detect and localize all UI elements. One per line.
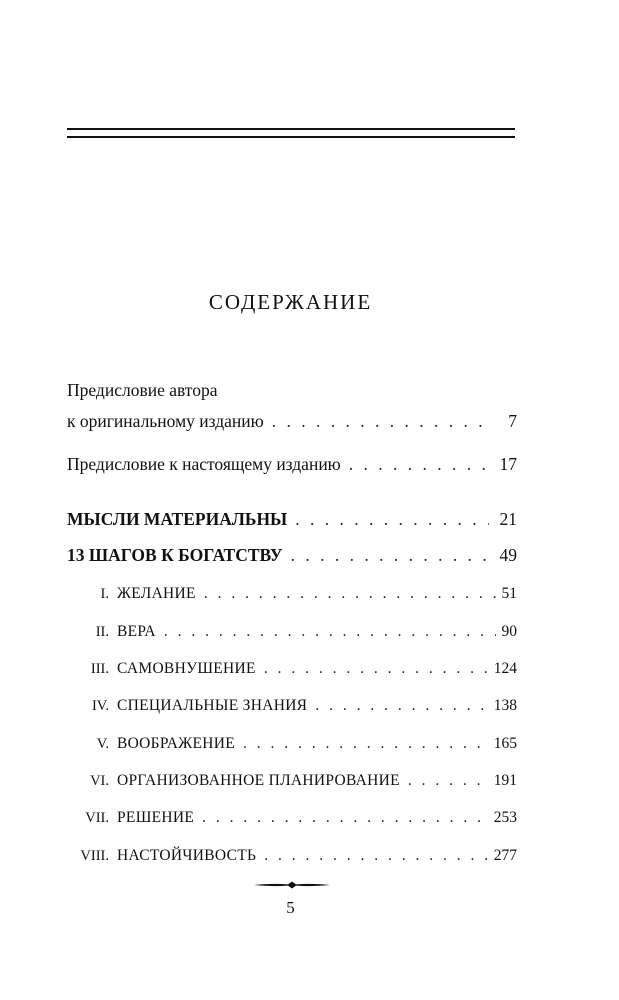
page-number: 5 [286, 898, 295, 917]
toc-page-number: 51 [501, 585, 517, 602]
toc-chapter-6[interactable] [67, 772, 517, 790]
header-rule-top [67, 128, 515, 130]
toc-page-number: 7 [508, 411, 517, 431]
chapter-title: ВЕРА [117, 623, 156, 640]
toc-entry-text: Предисловие к настоящему изданию [67, 454, 341, 474]
chapter-title: ОРГАНИЗОВАННОЕ ПЛАНИРОВАНИЕ [117, 772, 400, 789]
toc-chapter-1[interactable] [67, 585, 517, 603]
chapter-title: ЖЕЛАНИЕ [117, 585, 196, 602]
chapter-number: VII. [85, 810, 109, 826]
dot-leader [349, 454, 489, 475]
toc-page-number: 138 [493, 697, 517, 714]
toc-page-number: 90 [501, 623, 517, 640]
toc-entry-text: 13 ШАГОВ К БОГАТСТВУ [67, 545, 283, 565]
toc-chapter-5[interactable] [67, 735, 517, 753]
toc-entry-text: к оригинальному изданию [67, 411, 264, 431]
dot-leader [291, 545, 489, 566]
toc-chapter-8[interactable] [67, 847, 517, 865]
chapter-title: СПЕЦИАЛЬНЫЕ ЗНАНИЯ [117, 697, 308, 714]
toc-chapter-4[interactable] [67, 697, 517, 715]
toc-page-number: 277 [493, 847, 517, 864]
toc-page-number: 21 [499, 509, 517, 529]
toc-page-number: 17 [499, 454, 517, 474]
chapter-title: САМОВНУШЕНИЕ [117, 660, 256, 677]
toc-chapter-2[interactable] [67, 623, 517, 641]
dot-leader [204, 585, 496, 603]
chapter-number: V. [96, 736, 109, 752]
dot-leader [264, 847, 488, 865]
dot-leader [295, 509, 489, 530]
toc-entry-current-preface[interactable] [67, 454, 517, 475]
toc-entry-part-1[interactable] [67, 509, 517, 530]
toc-entry-part-2[interactable] [67, 545, 517, 566]
toc-page-number: 124 [493, 660, 517, 677]
toc-entry-text: МЫСЛИ МАТЕРИАЛЬНЫ [67, 509, 288, 529]
toc-entry-author-preface[interactable] [67, 411, 517, 432]
dot-leader [408, 772, 488, 790]
dot-leader [164, 623, 496, 641]
toc-page-number: 191 [493, 772, 517, 789]
dot-leader [202, 809, 488, 827]
chapter-number: III. [90, 661, 109, 677]
page-title: СОДЕРЖАНИЕ [208, 290, 373, 314]
ornament-divider-icon [254, 881, 330, 889]
chapter-number: I. [100, 586, 109, 602]
chapter-number: II. [95, 624, 109, 640]
dot-leader [272, 411, 489, 432]
header-rule-bottom [67, 136, 515, 138]
chapter-number: IV. [91, 698, 109, 714]
chapter-number: VI. [90, 773, 109, 789]
chapter-title: РЕШЕНИЕ [117, 809, 195, 826]
toc-page-number: 253 [493, 809, 517, 826]
toc-entry-author-preface-line1 [67, 380, 218, 401]
dot-leader [243, 735, 488, 753]
dot-leader [264, 660, 488, 678]
toc-chapter-3[interactable] [67, 660, 517, 678]
chapter-number: VIII. [80, 848, 109, 864]
toc-chapter-7[interactable] [67, 809, 517, 827]
chapter-title: ВООБРАЖЕНИЕ [117, 735, 235, 752]
chapter-title: НАСТОЙЧИВОСТЬ [117, 847, 257, 864]
dot-leader [315, 697, 487, 715]
toc-entry-text: Предисловие автора [67, 380, 218, 400]
toc-page-number: 49 [499, 545, 517, 565]
toc-page-number: 165 [493, 735, 517, 752]
